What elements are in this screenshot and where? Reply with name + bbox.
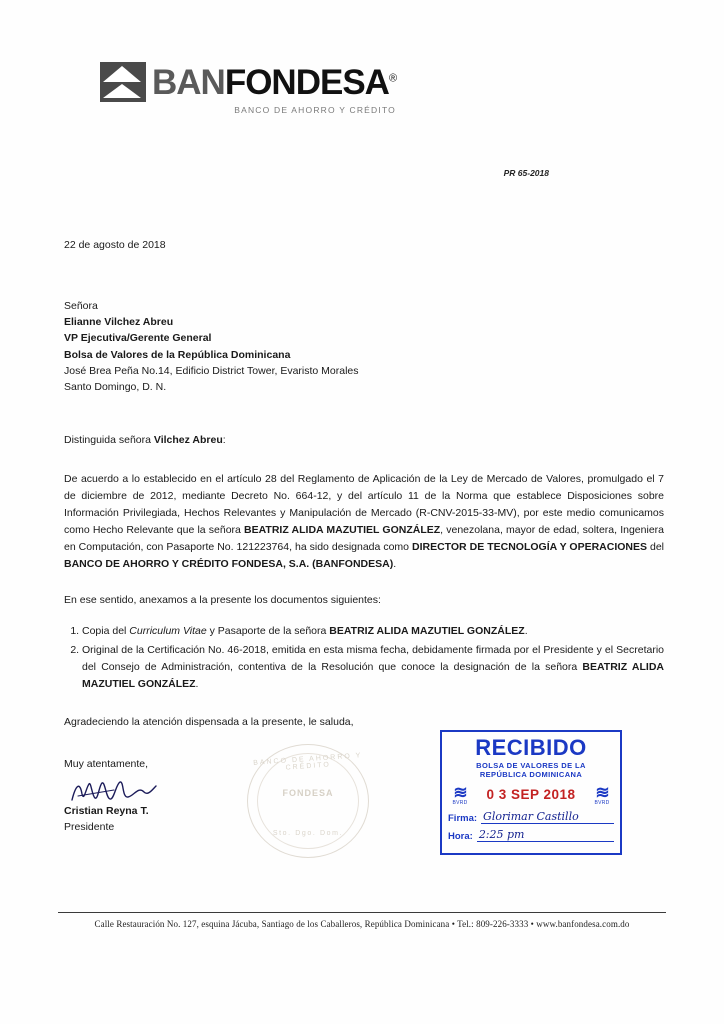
greeting-name: Vilchez Abreu — [153, 434, 223, 447]
firma-label: Firma: — [448, 812, 478, 824]
attachment-2-pre: Original de la Certificación No. 46-2018, emitida en esta misma fecha, debidamente firmada por el Presidente y el Secretario del Consejo de Administración, contentiva de la Resolución que conoce la designación de la señora — [82, 643, 664, 673]
received-stamp-subtitle-line2: REPÚBLICA DOMINICANA — [479, 770, 583, 780]
brand-wordmark — [152, 62, 397, 102]
reference-code: PR 65-2018 — [503, 168, 549, 178]
signer-name: Cristian Reyna T. — [64, 805, 149, 818]
firma-handwritten-value: Glorimar Castillo — [483, 809, 579, 823]
bvrd-logo-left-icon — [447, 784, 473, 806]
main-paragraph-part-4: . — [393, 558, 397, 571]
attachments-intro: En ese sentido, anexamos a la presente los documentos siguientes: — [64, 594, 381, 607]
attachment-2-bold: BEATRIZ ALIDA MAZUTIEL GONZÁLEZ — [82, 660, 664, 690]
letterhead — [100, 62, 400, 115]
received-stamp-subtitle-line1: BOLSA DE VALORES DE LA — [476, 761, 586, 770]
received-stamp-fields — [442, 809, 620, 842]
received-stamp-date-row — [442, 784, 620, 806]
greeting — [64, 433, 664, 449]
greeting-prefix: Distinguida señora — [64, 434, 154, 447]
greeting-suffix: : — [222, 434, 226, 447]
main-paragraph-part-3: del — [647, 541, 664, 554]
brand-wordmark-fondesa: FONDESA — [224, 62, 389, 102]
firma-line — [481, 809, 614, 824]
recipient-address: José Brea Peña No.14, Edificio District Tower, Evaristo Morales — [64, 364, 359, 377]
hora-handwritten-value: 2:25 pm — [478, 827, 525, 841]
brand-logo — [100, 62, 400, 102]
banfondesa-logo-icon — [100, 62, 146, 102]
company-name: BANCO DE AHORRO Y CRÉDITO FONDESA, S.A. (BANFONDESA) — [64, 558, 394, 571]
regards-line: Muy atentamente, — [64, 757, 149, 770]
attachment-2-post: . — [195, 677, 199, 690]
attachment-1-pre: Copia del — [82, 624, 130, 637]
attachment-1-mid: y Pasaporte de la señora — [206, 624, 330, 637]
seal-arc-bottom: Sto. Dgo. Dom. — [272, 830, 344, 837]
embossed-seal-icon — [243, 742, 373, 860]
recipient-block — [64, 298, 664, 396]
seal-arc-top: BANCO DE AHORRO Y CRÉDITO — [252, 752, 363, 772]
closing-line: Agradeciendo la atención dispensada a la presente, le saluda, — [64, 715, 354, 728]
attachment-1-post: . — [524, 624, 528, 637]
seal-center-text: FONDESA — [282, 788, 334, 798]
brand-tagline: BANCO DE AHORRO Y CRÉDITO — [234, 105, 396, 115]
bvrd-glyph-left: ≋ — [453, 782, 467, 802]
bvrd-glyph-right: ≋ — [595, 782, 609, 802]
signer-title: Presidente — [64, 821, 115, 834]
letter-date: 22 de agosto de 2018 — [64, 239, 166, 251]
hora-line — [477, 827, 614, 842]
main-paragraph — [64, 471, 664, 573]
received-stamp-title: RECIBIDO — [475, 735, 587, 760]
page-footer: Calle Restauración No. 127, esquina Jácuba, Santiago de los Caballeros, República Dominicana • Tel.: 809-226-3333 • www.banfondesa.com.do — [58, 912, 666, 929]
attachments-list — [64, 623, 664, 693]
hora-label: Hora: — [448, 830, 473, 842]
handwritten-signature-icon — [68, 778, 188, 804]
designated-role: DIRECTOR DE TECNOLOGÍA Y OPERACIONES — [412, 541, 647, 554]
designated-person-name: BEATRIZ ALIDA MAZUTIEL GONZÁLEZ — [244, 524, 441, 537]
recipient-organization: Bolsa de Valores de la República Dominicana — [64, 348, 291, 361]
main-paragraph-part-2: , venezolana, mayor de edad, soltera, Ingeniera en Computación, con Pasaporte No. 121223764, ha sido designada como — [64, 524, 664, 554]
bvrd-word-right: BVRD — [594, 799, 610, 806]
recipient-position: VP Ejecutiva/Gerente General — [64, 332, 212, 345]
recipient-name: Elianne Vilchez Abreu — [64, 316, 174, 329]
attachment-1-italic: Curriculum Vitae — [129, 624, 207, 637]
received-stamp-hora-field — [448, 827, 614, 842]
list-item — [82, 623, 664, 640]
bvrd-word-left: BVRD — [452, 799, 468, 806]
received-stamp — [440, 730, 622, 855]
received-stamp-firma-field — [448, 809, 614, 824]
list-item — [82, 642, 664, 693]
attachment-1-bold: BEATRIZ ALIDA MAZUTIEL GONZÁLEZ — [329, 624, 525, 637]
recipient-salutation-line: Señora — [64, 299, 98, 312]
registered-trademark-icon: ® — [388, 71, 397, 84]
recipient-city: Santo Domingo, D. N. — [64, 381, 167, 394]
received-stamp-date: 0 3 SEP 2018 — [486, 787, 576, 803]
brand-wordmark-ban: BAN — [152, 62, 225, 102]
received-stamp-subtitle — [442, 761, 620, 780]
bvrd-logo-right-icon — [589, 784, 615, 806]
main-paragraph-part-1: De acuerdo a lo establecido en el artículo 28 del Reglamento de Aplicación de la Ley de Mercado de Valores, promulgado el 7 de diciembre de 2012, mediante Decreto No. 664-12, y del artículo 11 de la Norma que establece Disposiciones sobre Información Privilegiada, Hechos Relevantes y Manipulación de Mercado (R-CNV-2015-33-MV), por este medio comunicamos como Hecho Relevante que la señora — [64, 473, 664, 537]
